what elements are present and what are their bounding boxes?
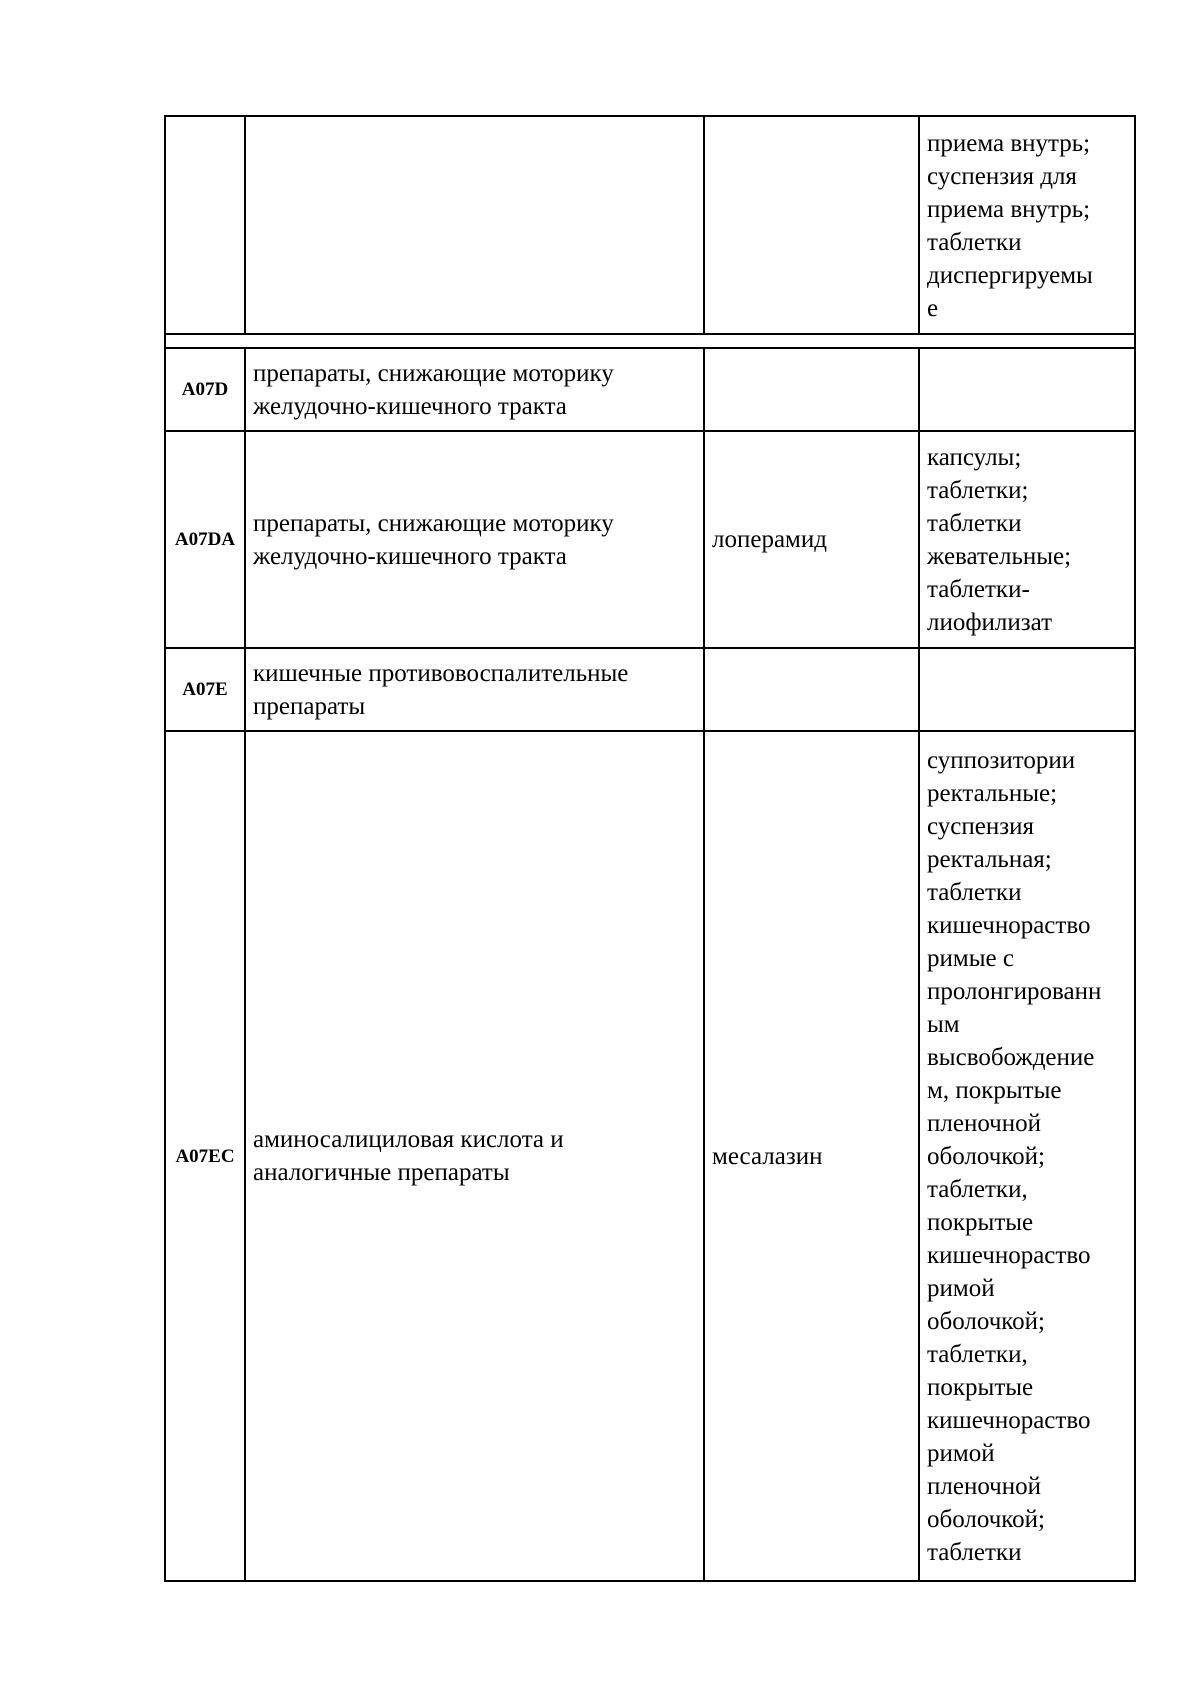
group-name-cell: кишечные противовоспалительные препараты: [245, 648, 704, 731]
table-row: [165, 116, 1135, 334]
group-name-cell: препараты, снижающие моторику желудочно-кишечного тракта: [245, 431, 704, 648]
dosage-forms-cell: [919, 648, 1135, 731]
group-name-cell: препараты, снижающие моторику желудочно-кишечного тракта: [245, 348, 704, 431]
table-row: [165, 431, 1135, 648]
atc-code-cell: A07E: [165, 648, 245, 731]
table-row: [165, 731, 1135, 1581]
separator-row: [165, 334, 1135, 348]
dosage-forms-cell: [919, 348, 1135, 431]
atc-code-cell: A07DA: [165, 431, 245, 648]
drug-name-cell: месалазин: [704, 731, 919, 1581]
drug-name-cell: лоперамид: [704, 431, 919, 648]
table-row: [165, 348, 1135, 431]
atc-code-cell: [165, 116, 245, 334]
drug-name-cell: [704, 648, 919, 731]
drug-name-cell: [704, 348, 919, 431]
separator-cell: [165, 334, 1135, 348]
dosage-forms-cell: суппозитории ректальные; суспензия ректальная; таблетки кишечнораство римые с пролонгированн ым высвобождение м, покрытые пленочной оболочкой; таблетки, покрытые кишечнораство римой оболочкой; таблетки, покрытые кишечнораство римой пленочной оболочкой; таблетки: [919, 731, 1135, 1581]
group-name-cell: [245, 116, 704, 334]
group-name-cell: аминосалициловая кислота и аналогичные препараты: [245, 731, 704, 1581]
atc-code-cell: A07D: [165, 348, 245, 431]
table-row: [165, 648, 1135, 731]
dosage-forms-cell: приема внутрь; суспензия для приема внутрь; таблетки диспергируемы е: [919, 116, 1135, 334]
drug-name-cell: [704, 116, 919, 334]
drug-table: [164, 115, 1136, 1582]
dosage-forms-cell: капсулы; таблетки; таблетки жевательные; таблетки- лиофилизат: [919, 431, 1135, 648]
atc-code-cell: A07EC: [165, 731, 245, 1581]
